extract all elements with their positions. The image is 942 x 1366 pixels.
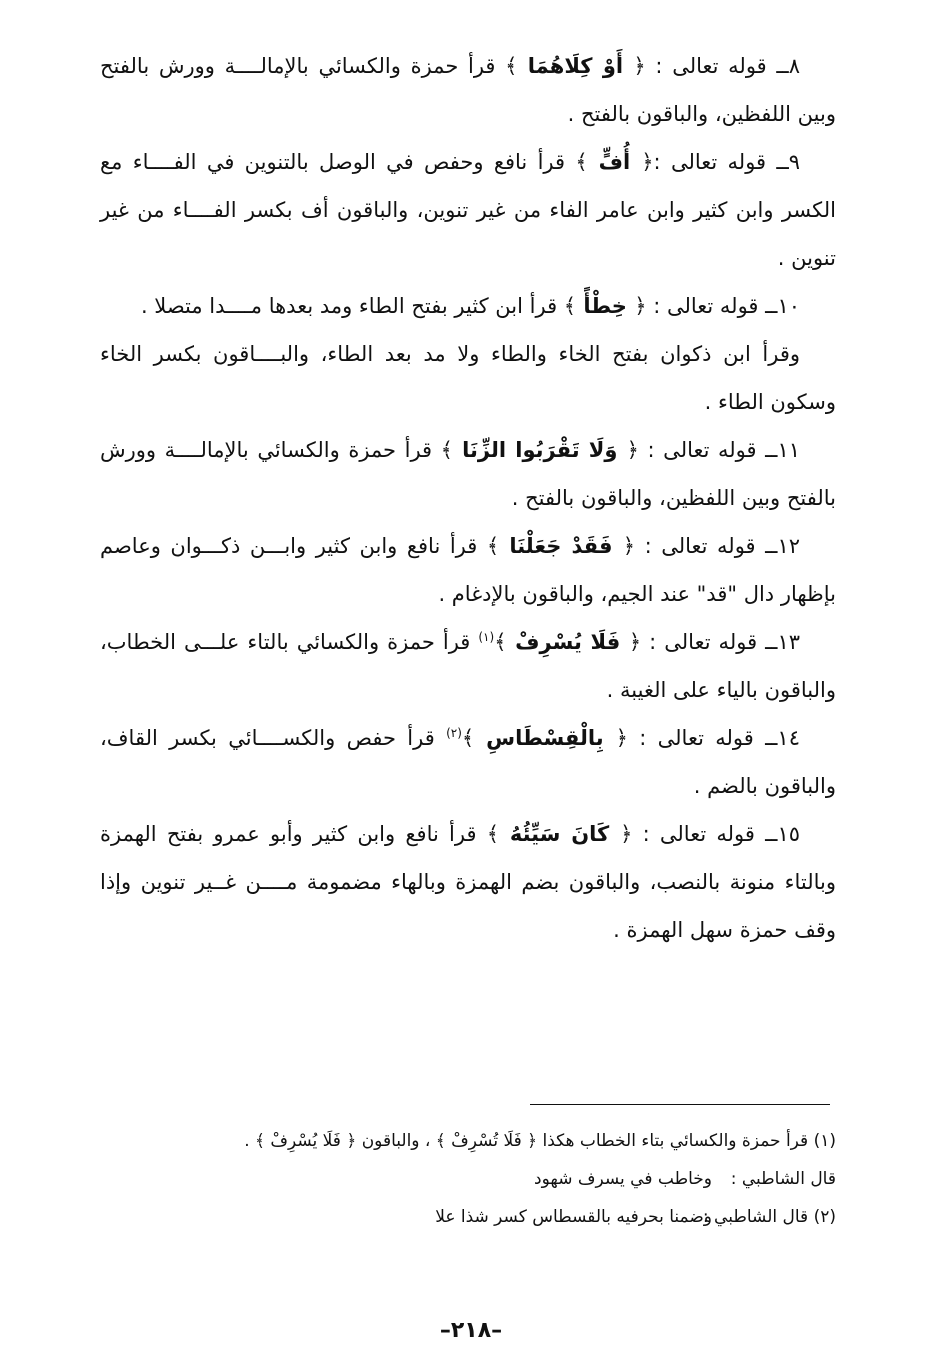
- footnotes: [100, 1122, 836, 1236]
- ornate-bracket-open: ﴿: [633, 54, 646, 78]
- paragraph: [100, 282, 836, 330]
- paragraph: [100, 714, 836, 810]
- ornate-bracket-open: ﴿: [620, 822, 633, 846]
- paragraph-text: ١٠ــ قوله تعالى :: [646, 294, 800, 318]
- ornate-bracket-close: ﴾: [461, 726, 475, 750]
- paragraph-text: ٩ــ قوله تعالى :: [653, 150, 801, 174]
- paragraph-text: ١٤ــ قوله تعالى :: [627, 726, 800, 750]
- ornate-bracket-close: ﴾: [505, 54, 518, 78]
- paragraph-text: ١٣ــ قوله تعالى :: [641, 630, 800, 654]
- footnote-1-text: (١) قرأ حمزة والكسائي بتاء الخطاب هكذا ﴿ فَلَا تُسْرِفْ ﴾ ، والباقون ﴿ فَلَا يُسْرِفْ ﴾ .: [244, 1131, 836, 1151]
- footnote-1: [100, 1122, 836, 1160]
- paragraph: [100, 810, 836, 954]
- ornate-bracket-open: ﴿: [626, 438, 639, 462]
- paragraph-text: قرأ حمزة والكسائي بالإمالــــة وورش بالفتح وبين اللفظين، والباقون بالفتح .: [100, 438, 836, 510]
- quran-quote: أُفٍّ: [587, 150, 642, 174]
- ornate-bracket-open: ﴿: [641, 150, 654, 174]
- paragraph-text: قرأ نافع وحفص في الوصل بالتنوين في الفــــاء مع الكسر وابن كثير وابن عامر الفاء من غير تنوين، والباقون أف بكسر الفــــاء من غير تنوين .: [100, 150, 836, 270]
- main-text: [100, 42, 836, 954]
- paragraph-text: قرأ حفص والكســــائي بكسر القاف، والباقون بالضم .: [100, 726, 836, 798]
- paragraph-text: ١٢ــ قوله تعالى :: [635, 534, 800, 558]
- footnote-ref: (١): [478, 630, 495, 644]
- footnote-separator: [530, 1104, 830, 1105]
- paragraph-text: قرأ حمزة والكسائي بالتاء علـــى الخطاب، والباقون بالياء على الغيبة .: [100, 630, 836, 702]
- paragraph-text: وقرأ ابن ذكوان بفتح الخاء والطاء ولا مد بعد الطاء، والبــــاقون بكسر الخاء وسكون الطاء .: [100, 342, 836, 414]
- ornate-bracket-open: ﴿: [615, 726, 628, 750]
- paragraph-text: قرأ حمزة والكسائي بالإمالــــة وورش بالفتح وبين اللفظين، والباقون بالفتح .: [100, 54, 836, 126]
- footnote-1-quote-verse: وخاطب في يسرف شهود: [534, 1169, 712, 1189]
- paragraph: [100, 42, 836, 138]
- quran-quote: فَلَا يُسْرِفْ: [506, 630, 629, 654]
- ornate-bracket-close: ﴾: [486, 534, 500, 558]
- ornate-bracket-close: ﴾: [494, 630, 507, 654]
- ornate-bracket-open: ﴿: [628, 630, 642, 654]
- quran-quote: بِالْقِسْطَاسِ: [474, 726, 616, 750]
- ornate-bracket-close: ﴾: [563, 294, 577, 318]
- paragraph: [100, 522, 836, 618]
- paragraph-text: ١١ــ قوله تعالى :: [638, 438, 800, 462]
- paragraph: [100, 426, 836, 522]
- ornate-bracket-close: ﴾: [575, 150, 588, 174]
- quran-quote: أَوْ كِلَاهُمَا: [517, 54, 634, 78]
- paragraph-text: قرأ نافع وابن كثير وأبو عمرو بفتح الهمزة وبالتاء منونة بالنصب، والباقون بضم الهمزة وبالهاء مضمومة مــــن غــير تنوين وإذا وقف حمزة سهل الهمزة .: [100, 822, 836, 942]
- paragraph-text: قرأ ابن كثير بفتح الطاء ومد بعدها مــــدا متصلا .: [140, 294, 564, 318]
- paragraph-text: قرأ نافع وابن كثير وابـــن ذكـــوان وعاصم بإظهار دال "قد" عند الجيم، والباقون بالإدغام .: [100, 534, 836, 606]
- paragraph-text: ١٥ــ قوله تعالى :: [632, 822, 800, 846]
- footnote-ref: (٢): [446, 726, 462, 740]
- footnote-1-quote-label: قال الشاطبي :: [730, 1169, 836, 1189]
- ornate-bracket-open: ﴿: [622, 534, 636, 558]
- quran-quote: فَقَدْ جَعَلْنَا: [499, 534, 623, 558]
- quran-quote: وَلَا تَقْرَبُوا الزِّنَا: [452, 438, 627, 462]
- paragraph-text: ٨ــ قوله تعالى :: [645, 54, 800, 78]
- paragraph: [100, 330, 836, 426]
- page-number: –٢١٨–: [439, 1318, 503, 1343]
- footnote-1-quote: [100, 1160, 836, 1198]
- paragraph: [100, 138, 836, 282]
- quran-quote: خِطْأً: [576, 294, 635, 318]
- ornate-bracket-open: ﴿: [634, 294, 647, 318]
- ornate-bracket-close: ﴾: [486, 822, 500, 846]
- paragraph: [100, 618, 836, 714]
- footnote-2: [100, 1198, 836, 1236]
- footnote-2-label: (٢) قال الشاطبي :: [702, 1207, 836, 1227]
- footnote-2-verse: وضمنا بحرفيه بالقسطاس كسر شذا علا: [435, 1207, 712, 1227]
- ornate-bracket-close: ﴾: [440, 438, 453, 462]
- quran-quote: كَانَ سَيِّئُهُ: [499, 822, 621, 846]
